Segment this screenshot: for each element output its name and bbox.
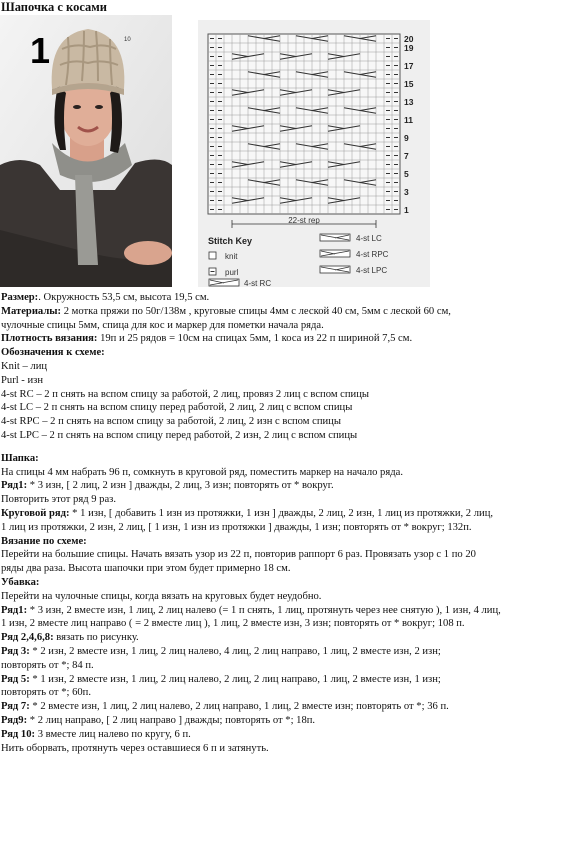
key-purl-label: purl — [225, 268, 239, 277]
legend-item: 4-st RPC – 2 п снять на вспом спицу за работой, 2 лиц, 2 изн с вспом спицы — [1, 416, 341, 428]
chart-row-number: 20 — [404, 34, 414, 44]
photo-corner-note: 10 — [124, 37, 131, 43]
photo-number: 1 — [30, 30, 51, 71]
pattern-instructions — [1, 291, 573, 755]
chart-row-number: 17 — [404, 61, 414, 71]
hat-heading: Шапка: — [1, 452, 39, 464]
materials-line-2: чулочные спицы 5мм, спица для кос и маркер для пометки начала ряда. — [1, 319, 324, 331]
legend-item: 4-st LC – 2 п снять на вспом спицу перед работой, 2 лиц, 2 лиц с вспом спицы — [1, 402, 353, 414]
stitch-key-title: Stitch Key — [208, 236, 253, 246]
key-rpc-label: 4-st RPC — [356, 250, 389, 259]
key-knit-label: knit — [225, 252, 238, 261]
legend-heading: Обозначения к схеме: — [1, 347, 105, 359]
decrease-row3-2: повторять от *; 84 п. — [1, 659, 94, 671]
chart-row-number: 5 — [404, 169, 409, 179]
pattern-line: Перейти на большие спицы. Начать вязать узор из 22 п, повторив раппорт 6 раз. Провязать узор с 1 по 20 — [1, 549, 476, 561]
size-label: Размер: — [1, 292, 39, 303]
model-illustration — [0, 15, 172, 287]
legend-item: 4-st RC – 2 п снять на вспом спицу за работой, 2 лиц, провяз 2 лиц с вспом спицы — [1, 388, 370, 400]
decrease-row3: Ряд 3: * 2 изн, 2 вместе изн, 1 лиц, 2 лиц налево, 4 лиц, 2 лиц направо, 1 лиц, 2 вместе изн, 2 изн; — [1, 645, 441, 657]
pattern-line-2: ряды два раза. Высота шапочки при этом будет примерно 18 см. — [1, 563, 291, 575]
chart-grid — [198, 20, 430, 287]
hat-round-row: Круговой ряд: * 1 изн, [ добавить 1 изн из протяжки, 1 изн ] дважды, 2 лиц, 2 изн, 1 лиц из протяжки, 2 лиц, — [1, 507, 494, 519]
model-photo — [0, 15, 172, 287]
repeat-label: 22-st rep — [288, 216, 320, 225]
hat-cast-on: На спицы 4 мм набрать 96 п, сомкнуть в круговой ряд, поместить маркер на начало ряда. — [1, 466, 403, 478]
key-rc-label: 4-st RC — [244, 279, 272, 287]
decrease-row9: Ряд9: * 2 лиц направо, [ 2 лиц направо ] дважды; повторять от *; 18п. — [1, 714, 316, 726]
knit-box-icon — [209, 252, 216, 259]
legend-item: Purl - изн — [1, 374, 44, 386]
decrease-heading: Убавка: — [1, 576, 40, 588]
hat-round-row-2: 1 лиц из протяжки, 2 изн, 2 лиц, [ 1 изн, 1 изн из протяжки ] дважды, 1 изн; повторять от * вокруг; 132п. — [1, 521, 472, 533]
decrease-row1: Ряд1: * 3 изн, 2 вместе изн, 1 лиц, 2 лиц налево (= 1 п снять, 1 лиц, протянуть через нее снятую ), 1 изн, 4 лиц, — [1, 604, 501, 616]
chart-row-number: 13 — [404, 97, 414, 107]
decrease-row7: Ряд 7: * 2 вместе изн, 1 лиц, 2 лиц налево, 2 лиц направо, 1 лиц, 2 вместе изн; повторять от *; 36 п. — [1, 701, 449, 713]
hat-row1: Ряд1: * 3 изн, [ 2 лиц, 2 изн ] дважды, 2 лиц, 3 изн; повторять от * вокруг. — [1, 480, 334, 492]
density-label: Плотность вязания: — [1, 333, 98, 345]
chart-row-number: 19 — [404, 43, 414, 53]
chart-row-number: 1 — [404, 205, 409, 215]
chart-row-number: 7 — [404, 151, 409, 161]
rpc-cable-icon — [320, 250, 350, 257]
materials-label: Материалы: — [1, 305, 62, 317]
legend-item: 4-st LPC – 2 п снять на вспом спицу перед работой, 2 изн, 2 лиц с вспом спицы — [1, 429, 358, 441]
lpc-cable-icon — [320, 266, 350, 273]
lc-cable-icon — [320, 234, 350, 241]
rc-cable-icon — [209, 279, 239, 286]
decrease-row5: Ряд 5: * 1 изн, 2 вместе изн, 1 лиц, 2 лиц налево, 2 лиц, 2 лиц направо, 1 лиц, 2 вместе изн, 1 изн; — [1, 673, 441, 685]
pattern-heading: Вязание по схеме: — [1, 535, 87, 547]
key-lpc-label: 4-st LPC — [356, 266, 388, 275]
chart-row-number: 3 — [404, 187, 409, 197]
decrease-row2468: Ряд 2,4,6,8: вязать по рисунку. — [1, 632, 139, 644]
decrease-row5-2: повторять от *; 60п. — [1, 687, 92, 699]
decrease-row1-2: 1 изн, 2 вместе лиц направо ( = 2 вместе лиц ), 1 лиц, 2 вместе изн, 3 изн; повторять от * вокруг; 108 п. — [1, 618, 465, 630]
chart-row-number: 9 — [404, 133, 409, 143]
hat-repeat: Повторить этот ряд 9 раз. — [1, 494, 117, 506]
finish-line: Нить оборвать, протянуть через оставшиеся 6 п и затянуть. — [1, 742, 269, 754]
cable-chart — [198, 20, 430, 287]
chart-row-number: 11 — [404, 115, 413, 125]
page-title: Шапочка с косами — [1, 0, 108, 14]
size-line: Размер:. Окружность 53,5 см, высота 19,5 см. — [1, 292, 210, 303]
key-lc-label: 4-st LC — [356, 234, 382, 243]
legend-item: Knit – лиц — [1, 360, 48, 372]
decrease-row10: Ряд 10: 3 вместе лиц налево по кругу, 6 п. — [1, 728, 191, 740]
chart-row-number: 15 — [404, 79, 414, 89]
density-line: Плотность вязания: 19п и 25 рядов = 10см на спицах 5мм, 1 коса из 22 п шириной 7,5 см. — [1, 333, 413, 345]
decrease-intro: Перейти на чулочные спицы, когда вязать на круговых будет неудобно. — [1, 590, 322, 602]
materials-line: Материалы: 2 мотка пряжи по 50г/138м , круговые спицы 4мм с леской 40 см, 5мм с леской 60 см, — [1, 305, 451, 317]
